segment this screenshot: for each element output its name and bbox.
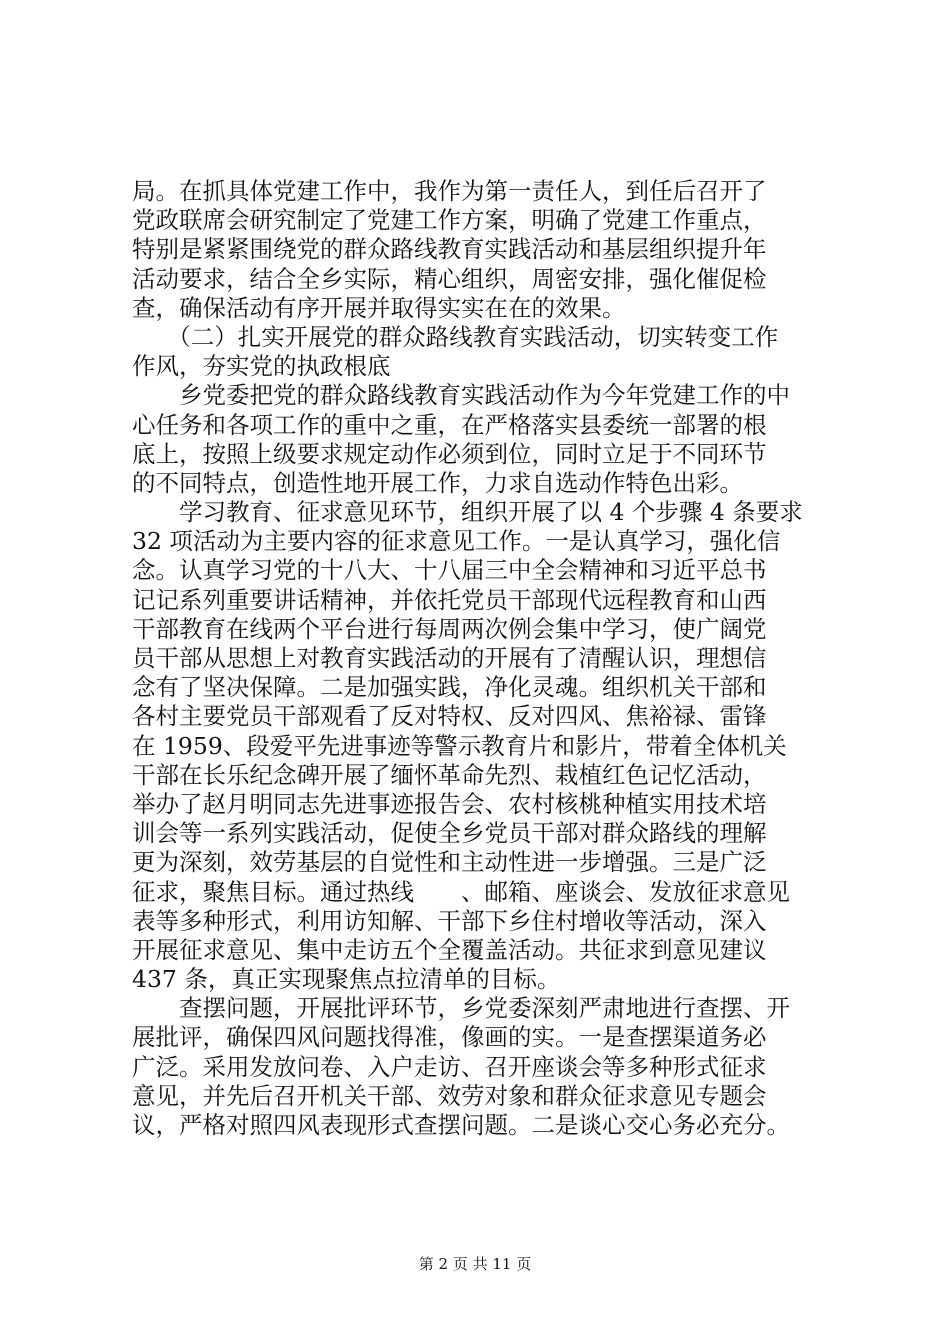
text-line: 干部教育在线两个平台进行每周两次例会集中学习，使广阔党 xyxy=(132,614,767,643)
section-heading-line: 作风，夯实党的执政根底 xyxy=(132,352,391,381)
text-line: 广泛。采用发放问卷、入户走访、召开座谈会等多种形式征求 xyxy=(132,1052,767,1081)
text-line: 437 条，真正实现聚焦点拉清单的目标。 xyxy=(132,965,561,994)
text-line: 特别是紧紧围绕党的群众路线教育实践活动和基层组织提升年 xyxy=(132,235,767,264)
text-line: 查，确保活动有序开展并取得实实在在的效果。 xyxy=(132,293,626,322)
text-line: 记记系列重要讲话精神，并依托党员干部现代远程教育和山西 xyxy=(132,585,767,614)
text-line: 征求，聚焦目标。通过热线 、邮箱、座谈会、发放征求意见 xyxy=(132,877,790,906)
text-line: 念有了坚决保障。二是加强实践，净化灵魂。组织机关干部和 xyxy=(132,673,767,702)
text-line: 表等多种形式，利用访知解、干部下乡住村增收等活动，深入 xyxy=(132,906,767,935)
text-line: 举办了赵月明同志先进事迹报告会、农村核桃种植实用技术培 xyxy=(132,789,767,818)
text-line: 员干部从思想上对教育实践活动的开展有了清醒认识，理想信 xyxy=(132,644,767,672)
text-line: 在 1959、段爱平先进事迹等警示教育片和影片，带着全体机关 xyxy=(132,731,787,760)
text-line: 议，严格对照四风表现形式查摆问题。二是谈心交心务必充分。 xyxy=(132,1111,790,1139)
text-line: 念。认真学习党的十八大、十八届三中全会精神和习近平总书 xyxy=(132,556,767,585)
text-line: 心任务和各项工作的重中之重，在严格落实县委统一部署的根 xyxy=(132,410,767,439)
text-line: 查摆问题，开展批评环节，乡党委深刻严肃地进行查摆、开 xyxy=(132,994,790,1023)
text-line: 局。在抓具体党建工作中，我作为第一责任人，到任后召开了 xyxy=(132,177,767,205)
text-line: 活动要求，结合全乡实际，精心组织，周密安排，强化催促检 xyxy=(132,264,767,293)
text-line: 展批评，确保四风问题找得准，像画的实。一是查摆渠道务必 xyxy=(132,1023,767,1052)
section-heading-line: （二）扎实开展党的群众路线教育实践活动，切实转变工作 xyxy=(132,322,779,351)
text-line: 32 项活动为主要内容的征求意见工作。一是认真学习，强化信 xyxy=(132,527,781,556)
text-line: 意见，并先后召开机关干部、效劳对象和群众征求意见专题会 xyxy=(132,1081,767,1110)
text-line: 党政联席会研究制定了党建工作方案，明确了党建工作重点， xyxy=(132,206,767,235)
text-line: 开展征求意见、集中走访五个全覆盖活动。共征求到意见建议 xyxy=(132,935,767,964)
text-line: 的不同特点，创造性地开展工作，力求自选动作特色出彩。 xyxy=(132,468,743,497)
document-body xyxy=(132,177,842,1140)
page-number-footer: 第 2 页 共 11 页 xyxy=(418,1255,532,1273)
text-line: 底上，按照上级要求规定动作必须到位，同时立足于不同环节 xyxy=(132,439,767,468)
text-line: 各村主要党员干部观看了反对特权、反对四风、焦裕禄、雷锋 xyxy=(132,702,767,731)
text-line: 学习教育、征求意见环节，组织开展了以 4 个步骤 4 条要求 xyxy=(132,498,803,527)
text-line: 训会等一系列实践活动，促使全乡党员干部对群众路线的理解 xyxy=(132,819,767,848)
text-line: 更为深刻，效劳基层的自觉性和主动性进一步增强。三是广泛 xyxy=(132,848,767,877)
text-line: 干部在长乐纪念碑开展了缅怀革命先烈、栽植红色记忆活动， xyxy=(132,760,767,789)
text-line: 乡党委把党的群众路线教育实践活动作为今年党建工作的中 xyxy=(132,381,790,410)
